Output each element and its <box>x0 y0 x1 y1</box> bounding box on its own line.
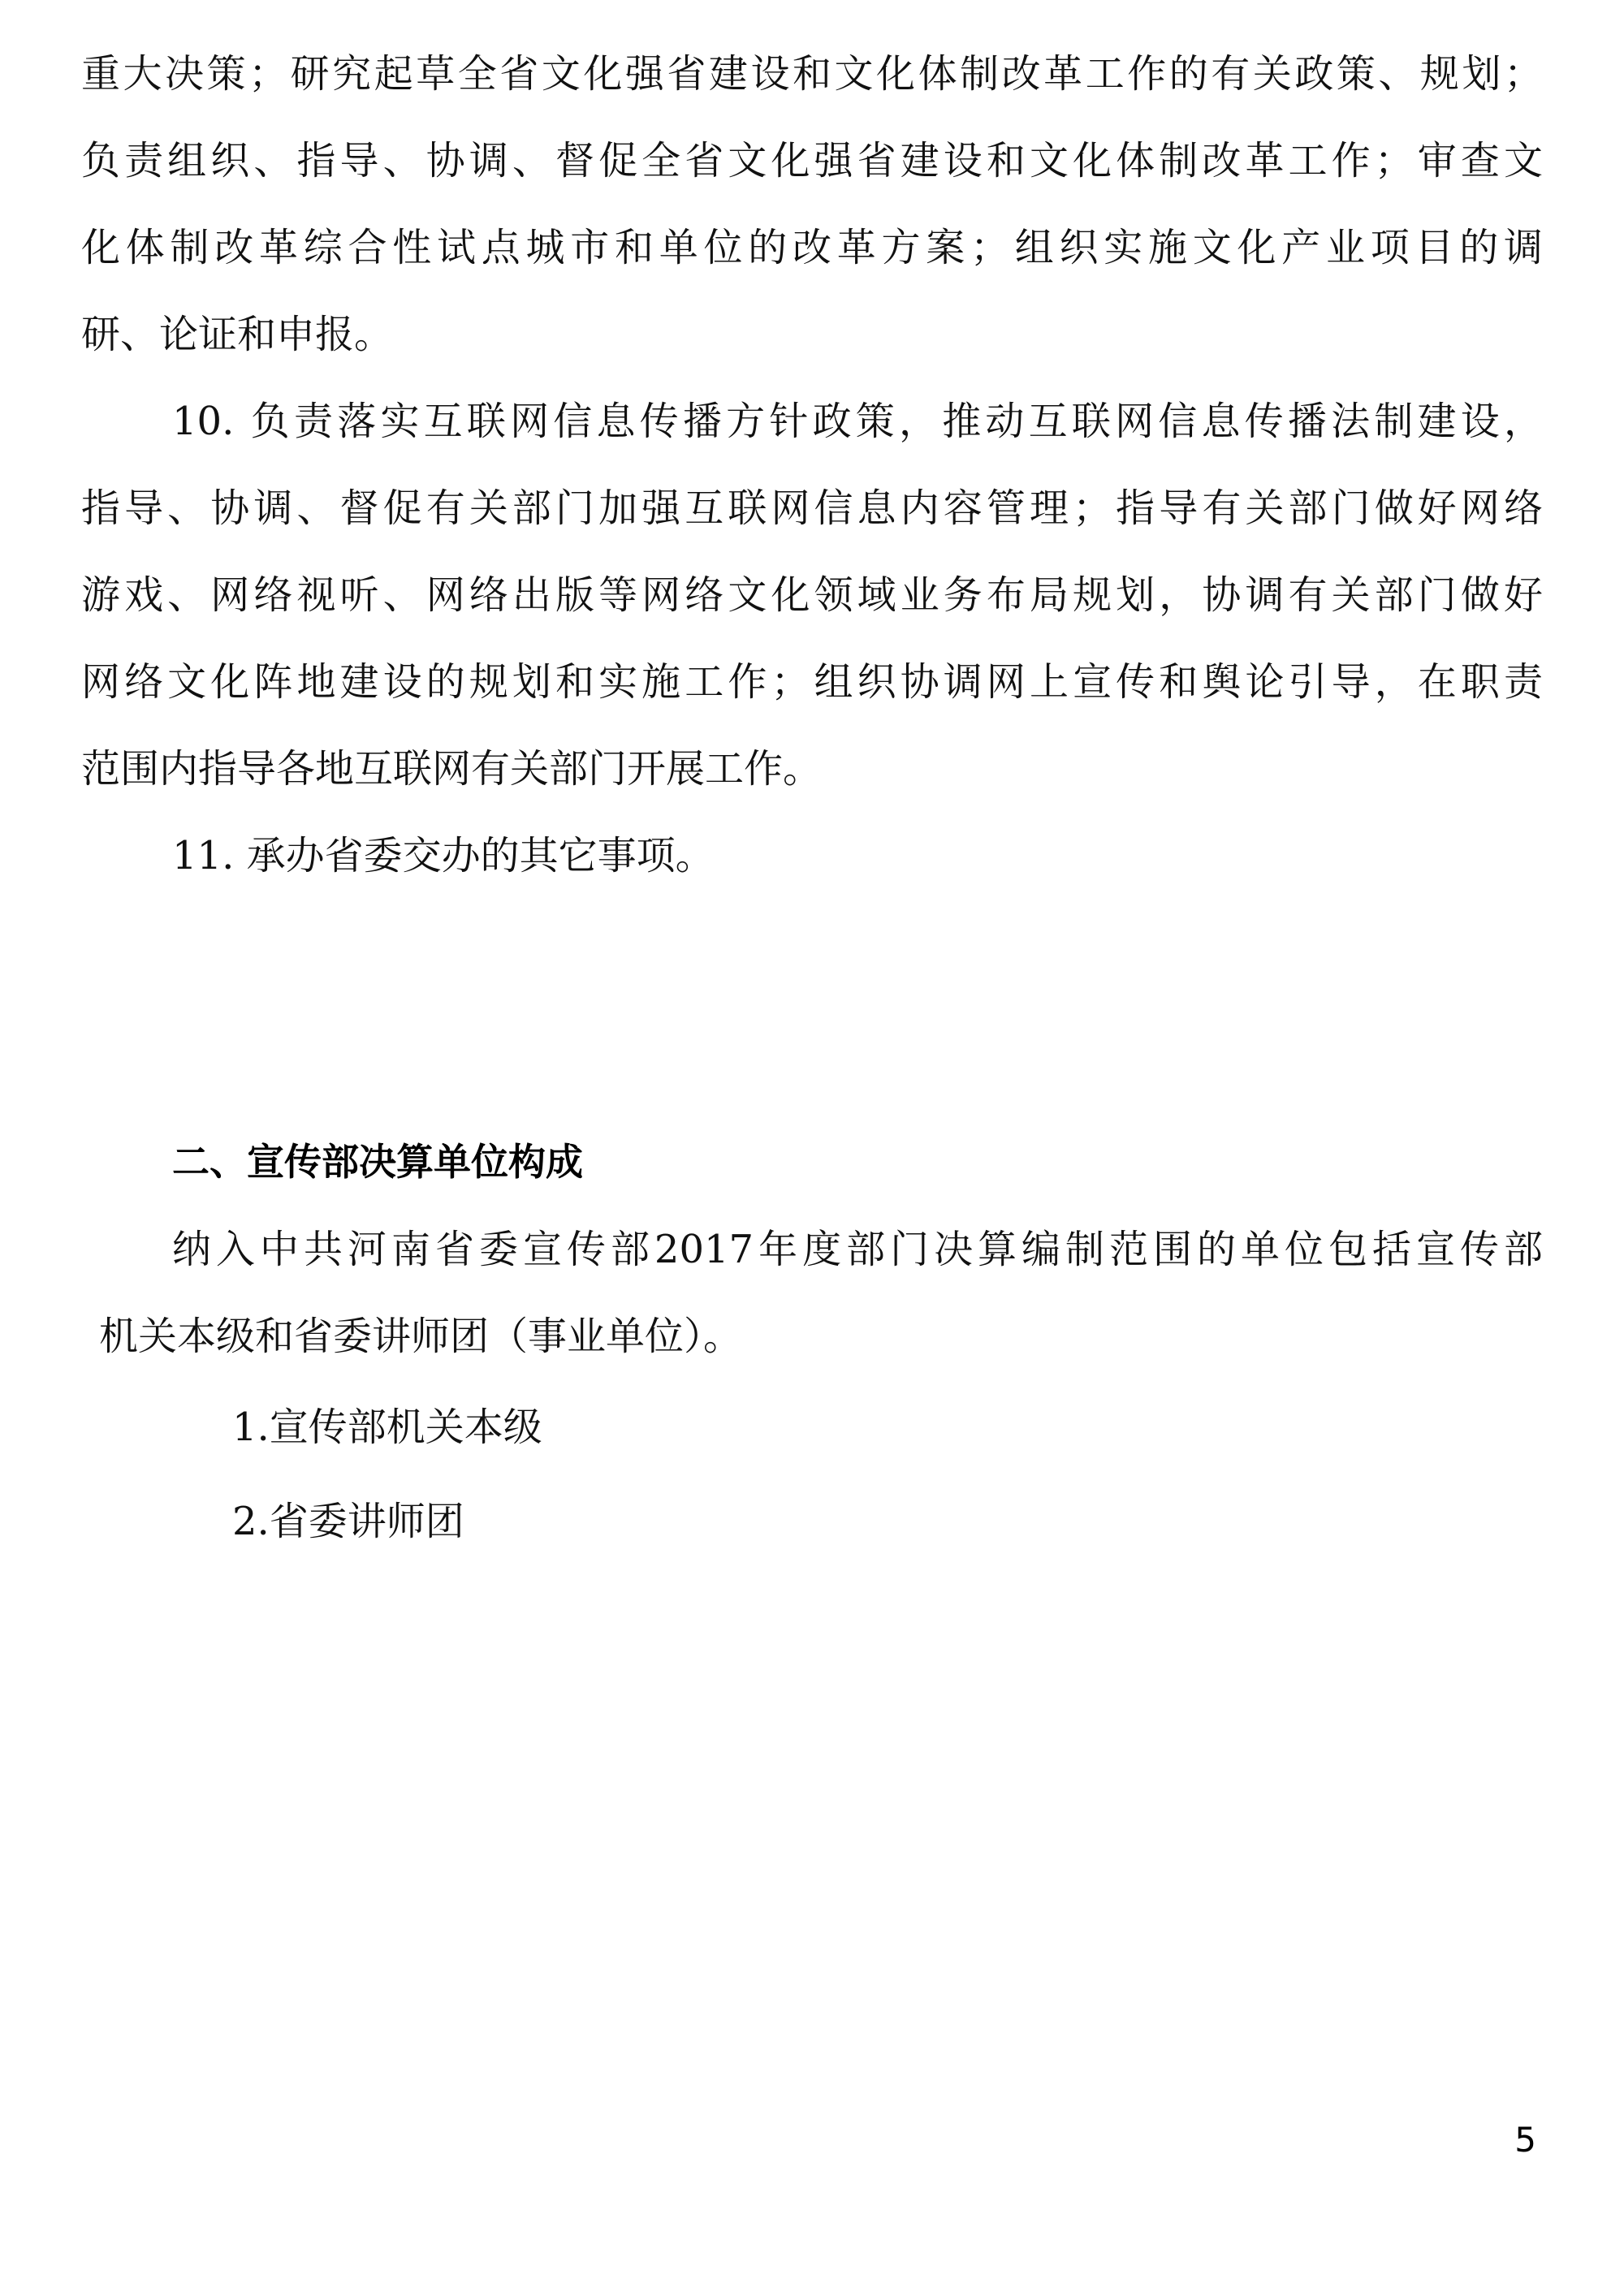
page-number: 5 <box>1514 2120 1536 2160</box>
section-heading: 二、宣传部决算单位构成 <box>172 1140 583 1184</box>
body-line-item-10: 10. 负责落实互联网信息传播方针政策，推动互联网信息传播法制建设， <box>172 399 1543 444</box>
body-line: 网络文化阵地建设的规划和实施工作；组织协调网上宣传和舆论引导，在职责 <box>81 659 1543 705</box>
section-line: 机关本级和省委讲师团（事业单位）。 <box>99 1314 743 1359</box>
body-line: 重大决策；研究起草全省文化强省建设和文化体制改革工作的有关政策、规划； <box>81 51 1543 97</box>
body-line: 范围内指导各地互联网有关部门开展工作。 <box>81 746 823 792</box>
list-item-2: 2.省委讲师团 <box>232 1499 464 1544</box>
body-line: 研、论证和申报。 <box>81 312 394 357</box>
body-line: 游戏、网络视听、网络出版等网络文化领域业务布局规划，协调有关部门做好 <box>81 572 1543 618</box>
body-line-item-11: 11. 承办省委交办的其它事项。 <box>172 833 715 878</box>
section-line: 纳入中共河南省委宣传部2017年度部门决算编制范围的单位包括宣传部 <box>172 1227 1543 1272</box>
list-item-1: 1.宣传部机关本级 <box>232 1405 542 1450</box>
section-spacer <box>81 900 1543 1117</box>
body-line: 指导、协调、督促有关部门加强互联网信息内容管理；指导有关部门做好网络 <box>81 486 1543 531</box>
text-block <box>81 31 1543 1569</box>
body-line: 负责组织、指导、协调、督促全省文化强省建设和文化体制改革工作；审查文 <box>81 138 1543 183</box>
body-line: 化体制改革综合性试点城市和单位的改革方案；组织实施文化产业项目的调 <box>81 225 1543 270</box>
